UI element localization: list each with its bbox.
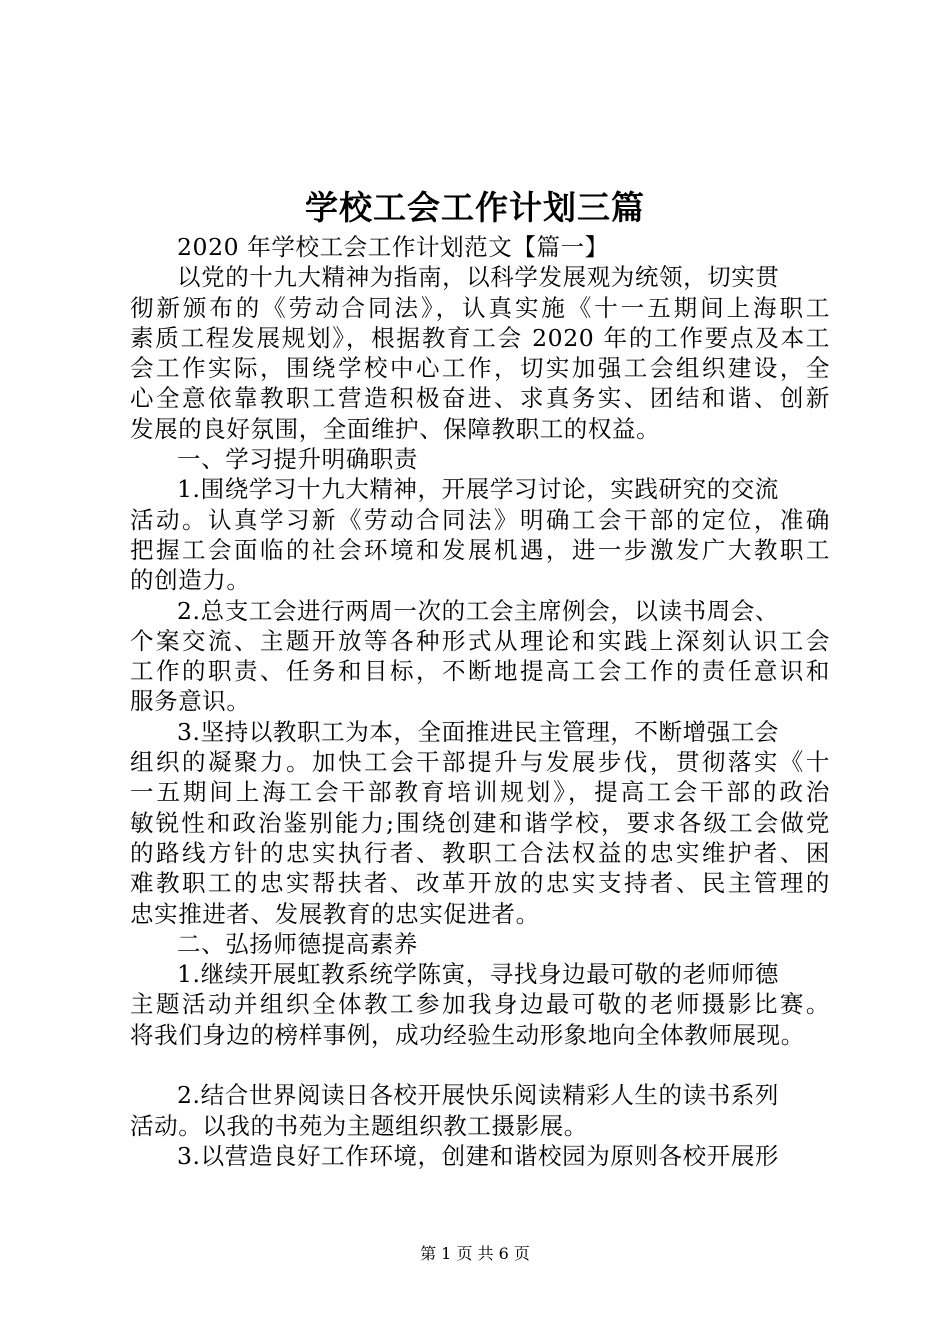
document-title: 学校工会工作计划三篇: [305, 188, 645, 227]
paragraph-line: 2.总支工会进行两周一次的工会主席例会，以读书周会、: [177, 596, 780, 625]
page-footer: 第 1 页 共 6 页: [420, 1244, 530, 1263]
paragraph-line: 主题活动并组织全体教工参加我身边最可敬的老师摄影比赛。: [130, 990, 830, 1019]
paragraph-line: 以党的十九大精神为指南，以科学发展观为统领，切实贯: [177, 263, 780, 292]
paragraph-line: 工作的职责、任务和目标，不断地提高工会工作的责任意识和: [130, 657, 830, 686]
paragraph-line: 把握工会面临的社会环境和发展机遇，进一步激发广大教职工: [130, 535, 830, 564]
paragraph-line: 3.坚持以教职工为本，全面推进民主管理，不断增强工会: [177, 717, 780, 746]
paragraph-line: 2020 年学校工会工作计划范文【篇一】: [177, 233, 609, 261]
paragraph-line: 的路线方针的忠实执行者、教职工合法权益的忠实维护者、困: [130, 838, 830, 867]
paragraph-line: 会工作实际，围绕学校中心工作，切实加强工会组织建设，全: [130, 354, 830, 383]
paragraph-line: 难教职工的忠实帮扶者、改革开放的忠实支持者、民主管理的: [130, 869, 830, 898]
paragraph-line: 组织的凝聚力。加快工会干部提升与发展步伐，贯彻落实《十: [130, 748, 830, 777]
paragraph-line: 一、学习提升明确职责: [177, 445, 418, 474]
paragraph-line: 个案交流、主题开放等各种形式从理论和实践上深刻认识工会: [130, 626, 830, 655]
paragraph-line: 发展的良好氛围，全面维护、保障教职工的权益。: [130, 414, 661, 443]
paragraph-line: 一五期间上海工会干部教育培训规划》，提高工会干部的政治: [130, 778, 830, 807]
paragraph-line: 将我们身边的榜样事例，成功经验生动形象地向全体教师展现。: [130, 1020, 805, 1049]
paragraph-line: 活动。认真学习新《劳动合同法》明确工会干部的定位，准确: [130, 505, 830, 534]
paragraph-line: 1.继续开展虹教系统学陈寅，寻找身边最可敬的老师师德: [177, 960, 780, 989]
paragraph-line: 2.结合世界阅读日各校开展快乐阅读精彩人生的读书系列: [177, 1081, 780, 1110]
paragraph-line: 服务意识。: [130, 687, 251, 716]
paragraph-line: 1.围绕学习十九大精神，开展学习讨论，实践研究的交流: [177, 475, 780, 504]
paragraph-line: 3.以营造良好工作环境，创建和谐校园为原则各校开展形: [177, 1141, 780, 1170]
paragraph-line: 的创造力。: [130, 566, 251, 595]
paragraph-line: 忠实推进者、发展教育的忠实促进者。: [130, 899, 540, 928]
paragraph-line: 活动。以我的书苑为主题组织教工摄影展。: [130, 1111, 588, 1140]
blank-line: [130, 1050, 830, 1080]
document-body: [130, 232, 830, 1171]
paragraph-line: 敏锐性和政治鉴别能力;围绕创建和谐学校，要求各级工会做党: [130, 808, 830, 837]
paragraph-line: 心全意依靠教职工营造积极奋进、求真务实、团结和谐、创新: [130, 384, 830, 413]
paragraph-line: 彻新颁布的《劳动合同法》，认真实施《十一五期间上海职工: [130, 293, 830, 322]
paragraph-line: 二、弘扬师德提高素养: [177, 929, 418, 958]
paragraph-line: 素质工程发展规划》，根据教育工会 2020 年的工作要点及本工: [130, 323, 830, 352]
